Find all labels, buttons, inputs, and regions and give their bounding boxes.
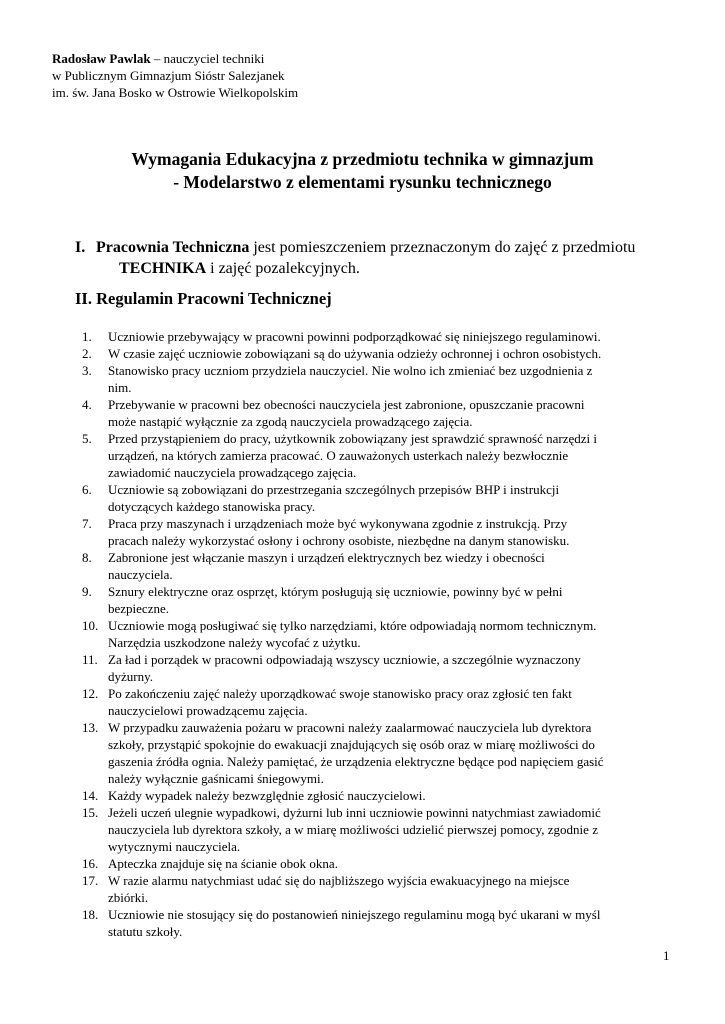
author-line-3: im. św. Jana Bosko w Ostrowie Wielkopolskim — [52, 85, 299, 100]
page-number: 1 — [663, 948, 670, 963]
list-item — [82, 804, 682, 855]
list-item — [82, 651, 682, 685]
list-item — [82, 549, 682, 583]
list-item-line: statutu szkoły. — [108, 924, 183, 939]
list-item — [82, 345, 682, 362]
list-item-text — [108, 362, 682, 396]
list-item-number: 6. — [82, 482, 92, 497]
list-item-line: należy wyłącznie gaśnicami śniegowymi. — [108, 771, 324, 786]
list-item — [82, 515, 682, 549]
list-item-text — [108, 481, 682, 515]
list-item-line: Apteczka znajduje się na ścianie obok okna. — [108, 856, 338, 871]
list-item-text — [108, 855, 682, 872]
list-item-line: Uczniowie nie stosujący się do postanowień niniejszego regulaminu mogą być ukarani w myśl — [108, 907, 601, 922]
list-item-line: Jeżeli uczeń ulegnie wypadkowi, dyżurni lub inni uczniowie powinni natychmiast zawiadomić — [108, 805, 601, 820]
section-1-number: I. — [75, 239, 86, 256]
author-name: Radosław Pawlak — [52, 51, 151, 66]
list-item-text — [108, 617, 682, 651]
list-item-number: 3. — [82, 363, 92, 378]
list-item-line: W przypadku zauważenia pożaru w pracowni należy zaalarmować nauczyciela lub dyrektora — [108, 720, 592, 735]
list-item-text — [108, 549, 682, 583]
list-item-text — [108, 396, 682, 430]
list-item-line: W razie alarmu natychmiast udać się do najbliższego wyjścia ewakuacyjnego na miejsce — [108, 873, 570, 888]
list-item-line: Uczniowie są zobowiązani do przestrzegania szczególnych przepisów BHP i instrukcji — [108, 482, 560, 497]
section-1-text-2: i zajęć pozalekcyjnych. — [206, 260, 360, 277]
document-title — [0, 148, 725, 194]
list-item-number: 1. — [82, 329, 92, 344]
list-item-line: Przed przystąpieniem do pracy, użytkownik zobowiązany jest sprawdzić sprawność narzędzi i — [108, 431, 598, 446]
list-item-line: Narzędzia uszkodzone należy wycofać z użytku. — [108, 635, 361, 650]
list-item — [82, 396, 682, 430]
list-item-text — [108, 430, 682, 481]
list-item — [82, 906, 682, 940]
author-line-2: w Publicznym Gimnazjum Sióstr Salezjanek — [52, 68, 285, 83]
list-item-text — [108, 345, 682, 362]
list-item — [82, 719, 682, 787]
list-item-line: gaszenia źródła ognia. Należy pamiętać, że urządzenia elektryczne będące pod napięciem gasić — [108, 754, 604, 769]
list-item-line: Po zakończeniu zajęć należy uporządkować swoje stanowisko pracy oraz zgłosić ten fakt — [108, 686, 572, 701]
list-item-line: bezpieczne. — [108, 601, 169, 616]
list-item-line: Uczniowie mogą posługiwać się tylko narzędziami, które odpowiadają normom technicznym. — [108, 618, 597, 633]
list-item-number: 17. — [82, 873, 99, 888]
title-line-1: Wymagania Edukacyjna z przedmiotu technika w gimnazjum — [131, 149, 594, 169]
list-item — [82, 481, 682, 515]
list-item-number: 4. — [82, 397, 92, 412]
list-item-text — [108, 719, 682, 787]
list-item — [82, 787, 682, 804]
list-item-line: Stanowisko pracy uczniom przydziela nauczyciel. Nie wolno ich zmieniać bez uzgodnienia z — [108, 363, 593, 378]
list-item-line: nauczycielowi prowadzącemu zajęcia. — [108, 703, 308, 718]
list-item-number: 11. — [82, 652, 98, 667]
list-item-number: 5. — [82, 431, 92, 446]
list-item-line: urządzeń, na których zamierza pracować. O zauważonych usterkach należy bezwłocznie — [108, 448, 569, 463]
list-item-line: wytycznymi nauczyciela. — [108, 839, 241, 854]
list-item-text — [108, 583, 682, 617]
list-item — [82, 855, 682, 872]
list-item-text — [108, 872, 682, 906]
list-item-line: Praca przy maszynach i urządzeniach może być wykonywana zgodnie z instrukcją. Przy — [108, 516, 568, 531]
author-line-1 — [52, 50, 298, 67]
list-item — [82, 583, 682, 617]
list-item-line: nim. — [108, 380, 132, 395]
list-item-line: nauczyciela lub dyrektora szkoły, a w miarę możliwości udzielić pierwszej pomocy, zgodnie z — [108, 822, 598, 837]
list-item-number: 8. — [82, 550, 92, 565]
list-item-line: pracach należy wykorzystać osłony i ochrony osobiste, niezbędne na danym stanowisku. — [108, 533, 570, 548]
section-1-line-1 — [75, 237, 695, 258]
list-item — [82, 362, 682, 396]
list-item-line: szkoły, przystąpić spokojnie do ewakuacji znajdujących się osób oraz w miarę możliwości do — [108, 737, 595, 752]
list-item-number: 13. — [82, 720, 99, 735]
list-item — [82, 430, 682, 481]
list-item-number: 16. — [82, 856, 99, 871]
list-item — [82, 685, 682, 719]
list-item-line: dotyczących każdego stanowiska pracy. — [108, 499, 316, 514]
list-item-text — [108, 685, 682, 719]
section-1-bold-start: Pracownia Techniczna — [96, 239, 250, 256]
list-item-line: Każdy wypadek należy bezwzględnie zgłosić nauczycielowi. — [108, 788, 426, 803]
list-item-line: zbiórki. — [108, 890, 149, 905]
list-item-number: 10. — [82, 618, 99, 633]
section-1-bold-word: TECHNIKA — [119, 260, 207, 277]
section-1 — [75, 237, 695, 279]
list-item-line: może nastąpić wyłącznie za zgodą nauczyciela prowadzącego zajęcia. — [108, 414, 473, 429]
list-item — [82, 328, 682, 345]
list-item-line: zawiadomić nauczyciela prowadzącego zajęcia. — [108, 465, 357, 480]
author-role: – nauczyciel techniki — [150, 51, 265, 66]
list-item-line: Za ład i porządek w pracowni odpowiadają wszyscy uczniowie, a szczególnie wyznaczony — [108, 652, 581, 667]
list-item-text — [108, 651, 682, 685]
list-item-text — [108, 328, 682, 345]
list-item-line: Zabronione jest włączanie maszyn i urządzeń elektrycznych bez wiedzy i obecności — [108, 550, 545, 565]
list-item-line: W czasie zajęć uczniowie zobowiązani są do używania odzieży ochronnej i ochron osobistych. — [108, 346, 602, 361]
list-item-number: 18. — [82, 907, 99, 922]
list-item-line: Sznury elektryczne oraz osprzęt, którym posługują się uczniowie, powinny być w pełni — [108, 584, 563, 599]
list-item-text — [108, 906, 682, 940]
list-item-number: 9. — [82, 584, 92, 599]
list-item-line: dyżurny. — [108, 669, 154, 684]
list-item — [82, 617, 682, 651]
list-item-line: Uczniowie przebywający w pracowni powinni podporządkować się niniejszego regulaminowi. — [108, 329, 601, 344]
list-item-number: 14. — [82, 788, 99, 803]
list-item-line: Przebywanie w pracowni bez obecności nauczyciela jest zabronione, opuszczanie pracowni — [108, 397, 585, 412]
list-item-number: 15. — [82, 805, 99, 820]
list-item-number: 7. — [82, 516, 92, 531]
list-item-text — [108, 787, 682, 804]
list-item — [82, 872, 682, 906]
list-item-text — [108, 515, 682, 549]
list-item-text — [108, 804, 682, 855]
list-item-number: 12. — [82, 686, 99, 701]
list-item-number: 2. — [82, 346, 92, 361]
title-line-2: - Modelarstwo z elementami rysunku technicznego — [173, 172, 552, 192]
author-block — [52, 50, 298, 101]
section-1-line-2 — [75, 258, 695, 279]
rules-list — [82, 328, 682, 940]
list-item-line: nauczyciela. — [108, 567, 173, 582]
section-2-heading: II. Regulamin Pracowni Technicznej — [75, 289, 332, 308]
section-1-text-1: jest pomieszczeniem przeznaczonym do zajęć z przedmiotu — [249, 239, 636, 256]
